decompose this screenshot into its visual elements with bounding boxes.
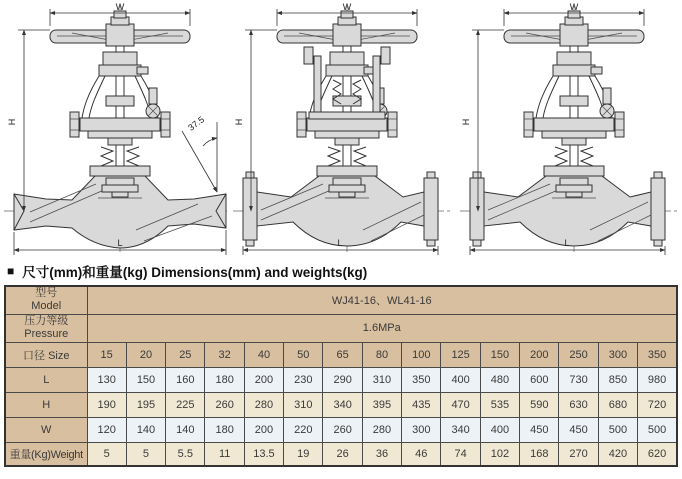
stem-bonnet — [297, 46, 397, 197]
section-title-text: 尺寸(mm)和重量(kg) Dimensions(mm) and weights(kg) — [22, 265, 368, 280]
width-cell: 140 — [126, 417, 165, 442]
handwheel — [50, 11, 190, 46]
height-cell: 630 — [559, 392, 598, 417]
weight-cell: 620 — [638, 442, 677, 466]
height-cell: 435 — [402, 392, 441, 417]
model-row — [5, 286, 677, 314]
length-cell: 400 — [441, 367, 480, 392]
width-cell: 400 — [480, 417, 519, 442]
height-cell: 310 — [284, 392, 323, 417]
weight-cell: 19 — [284, 442, 323, 466]
height-cell: 590 — [520, 392, 559, 417]
handwheel — [504, 11, 644, 46]
weight-cell: 5.5 — [166, 442, 205, 466]
length-cell: 230 — [284, 367, 323, 392]
height-cell: 395 — [362, 392, 401, 417]
length-cell: 730 — [559, 367, 598, 392]
length-cell: 850 — [598, 367, 637, 392]
weight-cell: 11 — [205, 442, 244, 466]
handwheel — [277, 11, 417, 46]
length-cell: 290 — [323, 367, 362, 392]
weight-cell: 5 — [87, 442, 126, 466]
height-row — [5, 392, 677, 417]
height-cell: 195 — [126, 392, 165, 417]
angle-leader-line — [182, 131, 217, 192]
section-marker-icon: ■ — [7, 264, 15, 278]
size-cell: 150 — [480, 342, 519, 367]
length-cell: 160 — [166, 367, 205, 392]
length-cell: 600 — [520, 367, 559, 392]
weight-cell: 26 — [323, 442, 362, 466]
length-cell: 310 — [362, 367, 401, 392]
stem-bonnet — [524, 46, 624, 197]
height-cell: 190 — [87, 392, 126, 417]
pressure-label-en: Pressure — [24, 328, 69, 340]
width-cell: 300 — [402, 417, 441, 442]
bevel-angle-label: 37.5 — [186, 114, 207, 133]
l-dimension-label: L — [117, 238, 123, 248]
size-cell: 25 — [166, 342, 205, 367]
pressure-row — [5, 314, 677, 342]
length-cell: 200 — [244, 367, 283, 392]
height-cell: 280 — [244, 392, 283, 417]
width-cell: 450 — [559, 417, 598, 442]
h-dimension-label: H — [234, 118, 244, 126]
size-cell: 300 — [598, 342, 637, 367]
w-dimension-label: W — [342, 2, 352, 12]
width-cell: 260 — [323, 417, 362, 442]
pressure-row-label — [5, 314, 87, 342]
h-dimension-label: H — [7, 118, 17, 126]
l-dimension-label: L — [564, 238, 570, 248]
model-row-label — [5, 286, 87, 314]
size-cell: 80 — [362, 342, 401, 367]
size-row-label: 口径 Size — [5, 342, 87, 367]
pressure-label-cn: 压力等级 — [24, 314, 69, 327]
weight-cell: 13.5 — [244, 442, 283, 466]
size-cell: 350 — [638, 342, 677, 367]
valve-drawing-2-bellows-flanged-globe-valve — [227, 0, 454, 258]
width-row — [5, 417, 677, 442]
size-cell: 50 — [284, 342, 323, 367]
size-cell: 20 — [126, 342, 165, 367]
width-cell: 340 — [441, 417, 480, 442]
valve-drawing-1-weld-end-globe-valve — [0, 0, 227, 258]
weight-cell: 168 — [520, 442, 559, 466]
pressure-value: 1.6MPa — [87, 314, 677, 342]
weight-cell: 102 — [480, 442, 519, 466]
dimensions-weights-table — [4, 285, 678, 467]
stem-bonnet — [70, 46, 170, 197]
model-label-en: Model — [31, 300, 62, 313]
length-row — [5, 367, 677, 392]
length-cell: 130 — [87, 367, 126, 392]
size-cell: 125 — [441, 342, 480, 367]
size-cell: 32 — [205, 342, 244, 367]
weight-cell: 74 — [441, 442, 480, 466]
height-cell: 535 — [480, 392, 519, 417]
weight-row-label: 重量(Kg)Weight — [5, 442, 87, 466]
model-value: WJ41-16、WL41-16 — [87, 286, 677, 314]
height-cell: 340 — [323, 392, 362, 417]
weight-cell: 5 — [126, 442, 165, 466]
model-label-cn: 型号 — [35, 287, 58, 300]
w-dimension-label: W — [569, 2, 579, 12]
height-cell: 260 — [205, 392, 244, 417]
height-cell: 470 — [441, 392, 480, 417]
length-cell: 350 — [402, 367, 441, 392]
length-cell: 980 — [638, 367, 677, 392]
width-cell: 140 — [166, 417, 205, 442]
height-row-label: H — [5, 392, 87, 417]
weight-cell: 420 — [598, 442, 637, 466]
size-cell: 40 — [244, 342, 283, 367]
length-cell: 180 — [205, 367, 244, 392]
width-cell: 450 — [520, 417, 559, 442]
width-cell: 120 — [87, 417, 126, 442]
size-cell: 65 — [323, 342, 362, 367]
height-cell: 225 — [166, 392, 205, 417]
width-cell: 280 — [362, 417, 401, 442]
size-cell: 15 — [87, 342, 126, 367]
width-cell: 200 — [244, 417, 283, 442]
weight-row — [5, 442, 677, 466]
width-cell: 500 — [638, 417, 677, 442]
length-row-label: L — [5, 367, 87, 392]
size-cell: 250 — [559, 342, 598, 367]
width-cell: 500 — [598, 417, 637, 442]
size-cell: 100 — [402, 342, 441, 367]
weight-cell: 46 — [402, 442, 441, 466]
l-dimension-label: L — [337, 238, 343, 248]
section-title — [7, 262, 682, 280]
size-cell: 200 — [520, 342, 559, 367]
weight-cell: 36 — [362, 442, 401, 466]
angle-arc — [203, 138, 217, 146]
length-cell: 480 — [480, 367, 519, 392]
w-dimension-label: W — [115, 2, 125, 12]
width-cell: 220 — [284, 417, 323, 442]
weight-cell: 270 — [559, 442, 598, 466]
length-cell: 150 — [126, 367, 165, 392]
width-row-label: W — [5, 417, 87, 442]
width-cell: 180 — [205, 417, 244, 442]
height-cell: 720 — [638, 392, 677, 417]
h-dimension-label: H — [461, 118, 471, 126]
height-cell: 680 — [598, 392, 637, 417]
valve-drawing-3-flanged-globe-valve — [454, 0, 681, 258]
size-row — [5, 342, 677, 367]
